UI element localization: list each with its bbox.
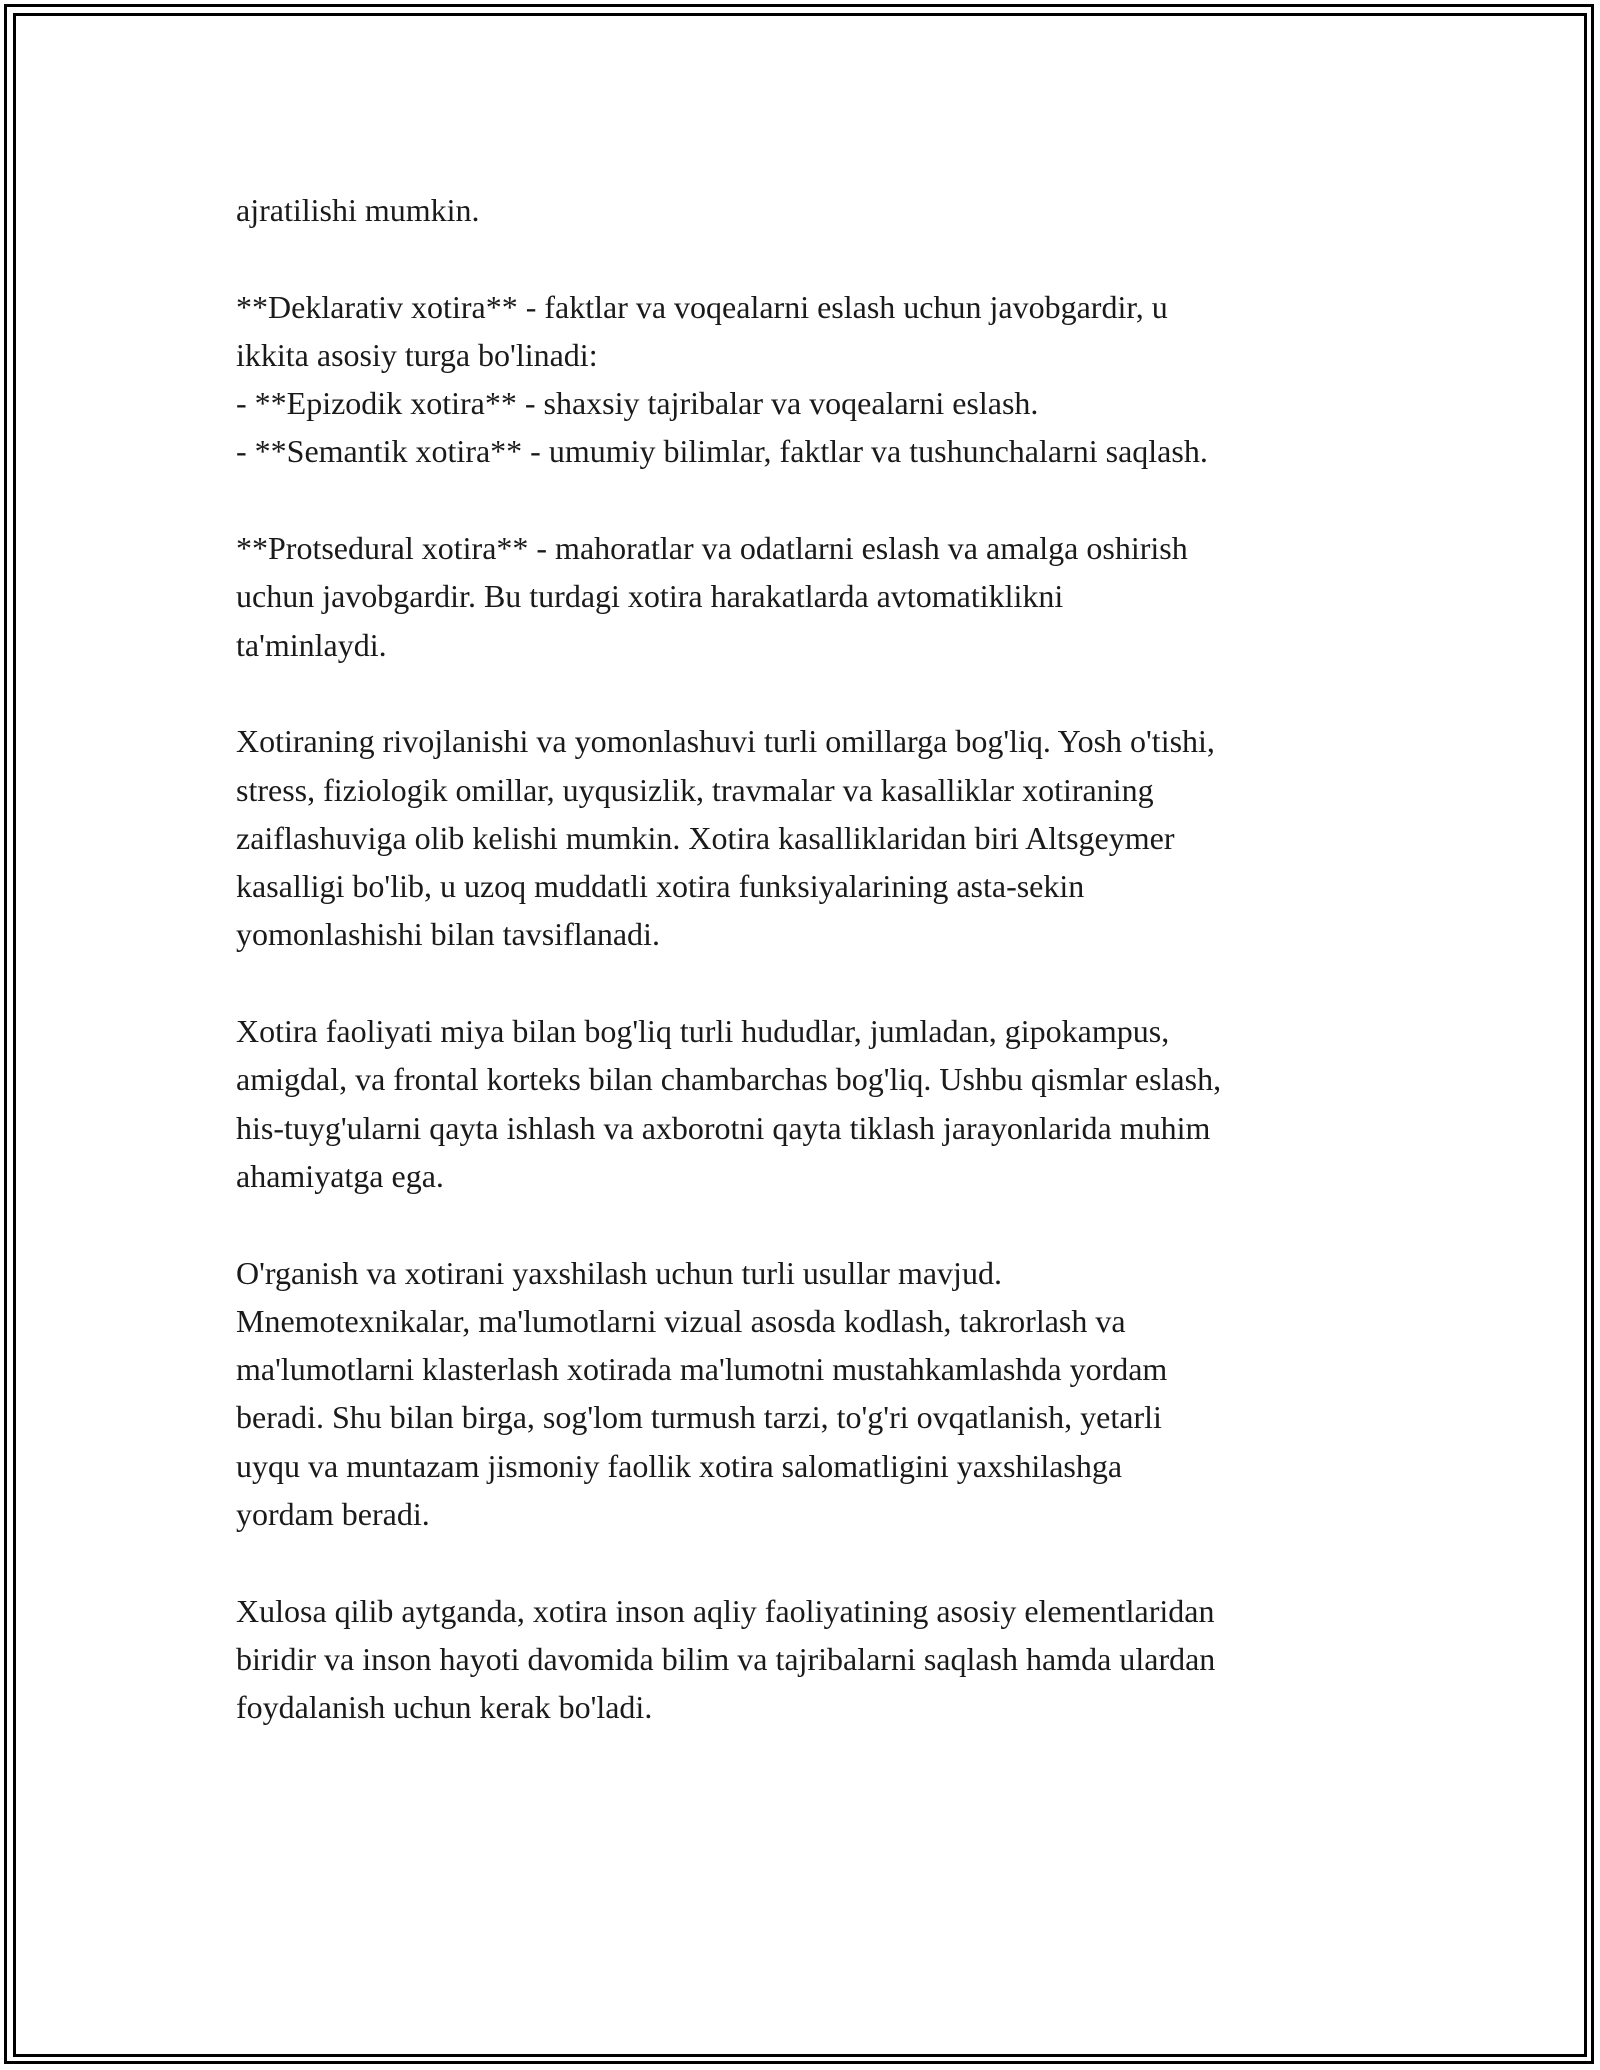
text-line: ikkita asosiy turga bo'linadi: (236, 336, 598, 373)
document-body (236, 186, 1386, 1780)
text-line: Xotira faoliyati miya bilan bog'liq turli hududlar, jumladan, gipokampus, (236, 1013, 1170, 1050)
text-line: **Protsedural xotira** - mahoratlar va odatlarni eslash va amalga oshirish (236, 530, 1188, 567)
text-line: ta'minlaydi. (236, 626, 387, 663)
paragraph-continuation (236, 186, 1386, 234)
paragraph-memory-decline (236, 717, 1386, 958)
text-line: Xulosa qilib aytganda, xotira inson aqliy faoliyatining asosiy elementlaridan (236, 1592, 1215, 1629)
text-line: zaiflashuviga olib kelishi mumkin. Xotira kasalliklaridan biri Altsgeymer (236, 819, 1175, 856)
text-line: his-tuyg'ularni qayta ishlash va axborotni qayta tiklash jarayonlarida muhim (236, 1109, 1211, 1146)
text-line: **Deklarativ xotira** - faktlar va voqealarni eslash uchun javobgardir, u (236, 288, 1168, 325)
paragraph-conclusion (236, 1587, 1386, 1732)
list-item: - **Epizodik xotira** - shaxsiy tajribalar va voqealarni eslash. (236, 385, 1039, 422)
text-line: ajratilishi mumkin. (236, 192, 480, 228)
text-line: yordam beradi. (236, 1496, 430, 1533)
text-line: kasalligi bo'lib, u uzoq muddatli xotira funksiyalarining asta-sekin (236, 868, 1085, 905)
paragraph-memory-improvement (236, 1249, 1386, 1539)
text-line: beradi. Shu bilan birga, sog'lom turmush tarzi, to'g'ri ovqatlanish, yetarli (236, 1399, 1162, 1436)
text-line: Xotiraning rivojlanishi va yomonlashuvi turli omillarga bog'liq. Yosh o'tishi, (236, 723, 1215, 760)
paragraph-brain-regions (236, 1007, 1386, 1200)
text-line: ma'lumotlarni klasterlash xotirada ma'lumotni mustahkamlashda yordam (236, 1351, 1168, 1388)
list-item: - **Semantik xotira** - umumiy bilimlar, faktlar va tushunchalarni saqlash. (236, 433, 1208, 470)
paragraph-procedural-memory (236, 524, 1386, 669)
text-line: uchun javobgardir. Bu turdagi xotira harakatlarda avtomatiklikni (236, 578, 1064, 615)
text-line: uyqu va muntazam jismoniy faollik xotira salomatligini yaxshilashga (236, 1447, 1123, 1484)
paragraph-declarative-memory (236, 283, 1386, 476)
text-line: O'rganish va xotirani yaxshilash uchun turli usullar mavjud. (236, 1254, 1002, 1291)
text-line: Mnemotexnikalar, ma'lumotlarni vizual asosda kodlash, takrorlash va (236, 1302, 1126, 1339)
text-line: ahamiyatga ega. (236, 1157, 444, 1194)
text-line: biridir va inson hayoti davomida bilim va tajribalarni saqlash hamda ulardan (236, 1640, 1216, 1677)
text-line: yomonlashishi bilan tavsiflanadi. (236, 916, 660, 953)
text-line: stress, fiziologik omillar, uyqusizlik, travmalar va kasalliklar xotiraning (236, 771, 1154, 808)
text-line: amigdal, va frontal korteks bilan chambarchas bog'liq. Ushbu qismlar eslash, (236, 1061, 1222, 1098)
text-line: foydalanish uchun kerak bo'ladi. (236, 1689, 653, 1726)
